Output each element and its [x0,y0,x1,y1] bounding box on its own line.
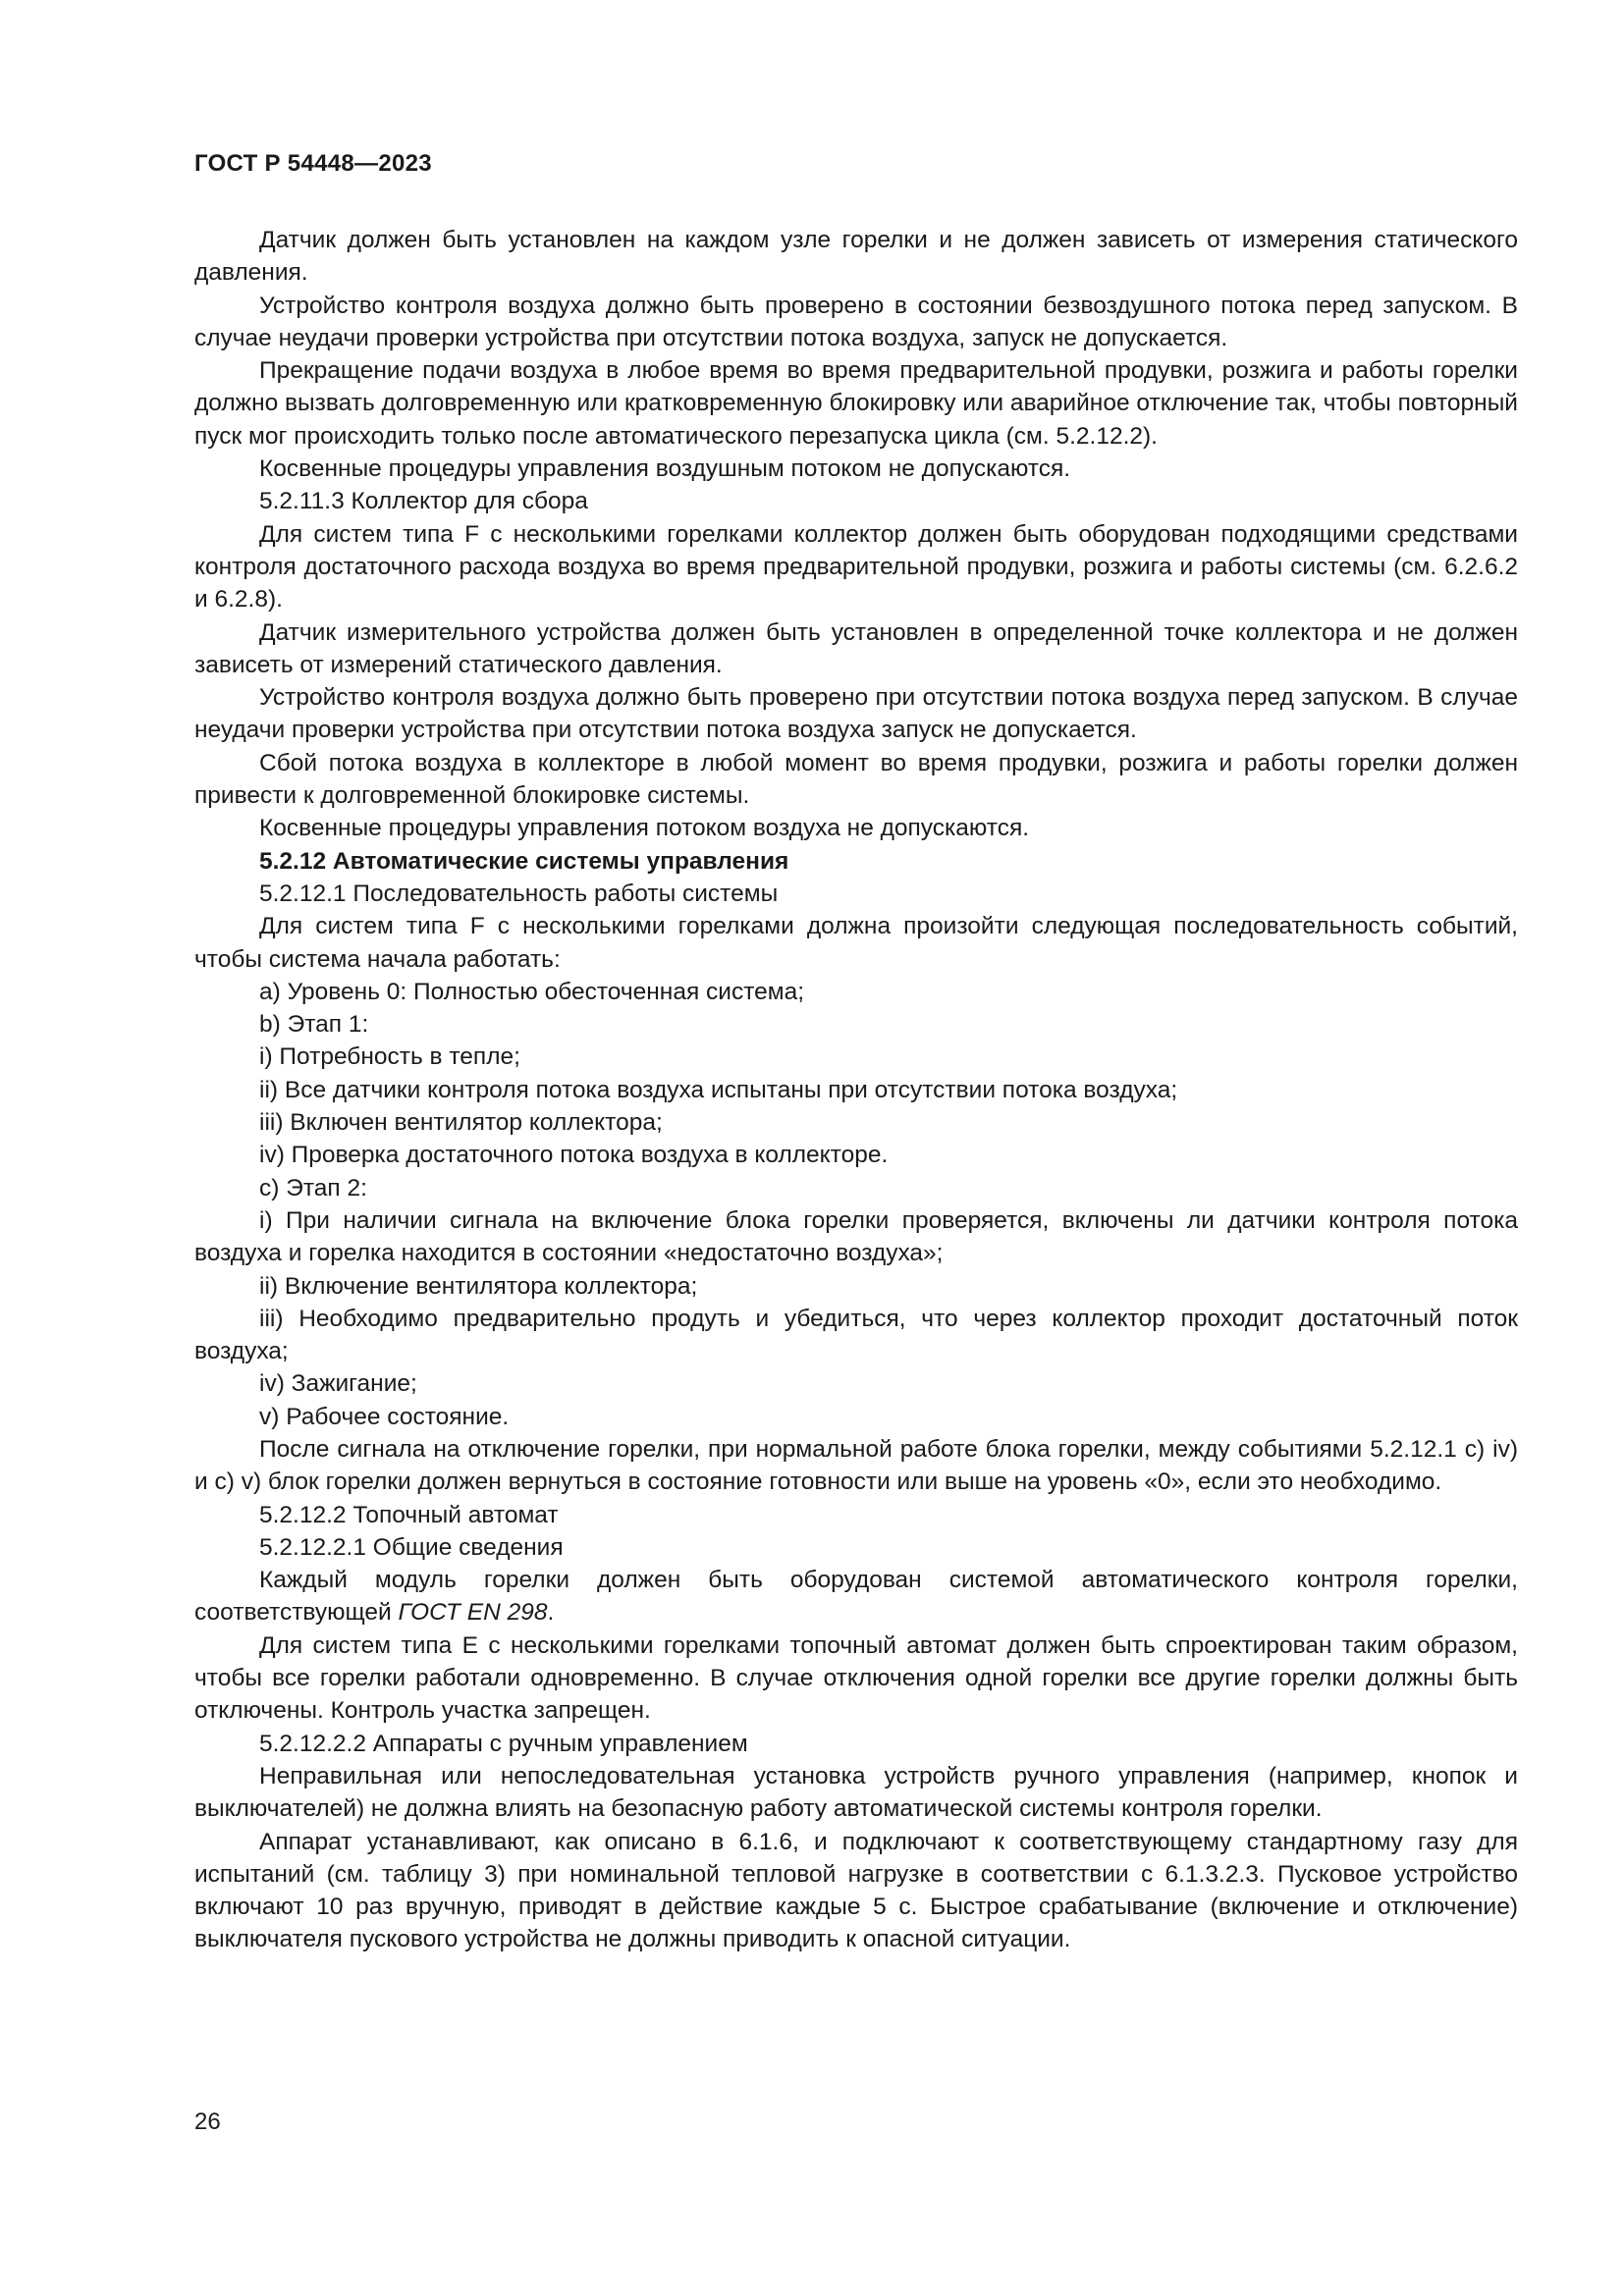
document-body [194,224,1518,1956]
list-item: ii) Включение вентилятора коллектора; [259,1272,698,1300]
list-item: a) Уровень 0: Полностью обесточенная система; [259,978,805,1005]
list-item: iv) Проверка достаточного потока воздуха в коллекторе. [259,1142,889,1169]
list-item: i) При наличии сигнала на включение блока горелки проверяется, включены ли датчики контроля потока воздуха и горелка находится в состоянии «недостаточно воздуха»; [194,1206,1518,1267]
paragraph: После сигнала на отключение горелки, при нормальной работе блока горелки, между событиями 5.2.12.1 c) iv) и c) v) блок горелки должен вернуться в состояние готовности или выше на уровень «0», если это необходимо. [194,1435,1518,1496]
document-header: ГОСТ Р 54448—2023 [194,150,432,177]
list-item: iv) Зажигание; [259,1370,417,1398]
section-heading: 5.2.12.2.2 Аппараты с ручным управлением [259,1730,748,1757]
list-item: ii) Все датчики контроля потока воздуха испытаны при отсутствии потока воздуха; [259,1076,1178,1103]
paragraph: Для систем типа F с несколькими горелками коллектор должен быть оборудован подходящими средствами контроля достаточного расхода воздуха во время предварительной продувки, розжига и работы системы (см. 6.2.6.2 и 6.2.8). [194,520,1518,614]
paragraph-text: . [547,1599,555,1627]
paragraph: Прекращение подачи воздуха в любое время во время предварительной продувки, розжига и работы горелки должно вызвать долговременную или кратковременную блокировку или аварийное отключение так, чтобы повторный пуск мог происходить только после автоматического перезапуска цикла (см. 5.2.12.2). [194,357,1518,450]
paragraph: Устройство контроля воздуха должно быть проверено при отсутствии потока воздуха перед запуском. В случае неудачи проверки устройства при отсутствии потока воздуха запуск не допускается. [194,684,1518,744]
paragraph: Датчик должен быть установлен на каждом узле горелки и не должен зависеть от измерения статического давления. [194,227,1518,287]
paragraph: Косвенные процедуры управления воздушным потоком не допускаются. [259,455,1071,483]
section-heading: 5.2.12.2.1 Общие сведения [259,1533,564,1561]
paragraph: Для систем типа E с несколькими горелками топочный автомат должен быть спроектирован таким образом, чтобы все горелки работали одновременно. В случае отключения одной горелки все другие горелки должны быть отключены. Контроль участка запрещен. [194,1631,1518,1725]
section-heading-bold: 5.2.12 Автоматические системы управления [259,847,789,875]
section-heading: 5.2.12.1 Последовательность работы системы [259,880,779,907]
paragraph: Косвенные процедуры управления потоком воздуха не допускаются. [259,815,1030,842]
section-heading: 5.2.12.2 Топочный автомат [259,1501,559,1528]
paragraph: Сбой потока воздуха в коллекторе в любой момент во время продувки, розжига и работы горелки должен привести к долговременной блокировке системы. [194,749,1518,810]
paragraph: Датчик измерительного устройства должен быть установлен в определенной точке коллектора и не должен зависеть от измерений статического давления. [194,618,1518,678]
paragraph: Для систем типа F с несколькими горелками должна произойти следующая последовательность событий, чтобы система начала работать: [194,913,1518,973]
standard-reference: ГОСТ EN 298 [398,1599,548,1627]
list-item: iii) Включен вентилятор коллектора; [259,1109,663,1137]
paragraph: Устройство контроля воздуха должно быть проверено в состоянии безвоздушного потока перед запуском. В случае неудачи проверки устройства при отсутствии потока воздуха, запуск не допускается. [194,292,1518,351]
list-item: i) Потребность в тепле; [259,1043,520,1071]
list-item: v) Рабочее состояние. [259,1403,510,1430]
paragraph-text: Каждый модуль горелки должен быть оборудован системой автоматического контроля горелки, соответствующей [194,1567,1518,1627]
section-heading: 5.2.11.3 Коллектор для сбора [259,488,588,515]
list-item: b) Этап 1: [259,1011,369,1039]
page-number: 26 [194,2109,221,2135]
paragraph [194,1564,1518,1629]
list-item: iii) Необходимо предварительно продуть и убедиться, что через коллектор проходит достаточный поток воздуха; [194,1305,1518,1365]
paragraph: Неправильная или непоследовательная установка устройств ручного управления (например, кнопок и выключателей) не должна влиять на безопасную работу автоматической системы контроля горелки. [194,1762,1518,1823]
list-item: c) Этап 2: [259,1174,367,1201]
paragraph: Аппарат устанавливают, как описано в 6.1.6, и подключают к соответствующему стандартному газу для испытаний (см. таблицу 3) при номинальной тепловой нагрузке в соответствии с 6.1.3.2.3. Пусковое устройство включают 10 раз вручную, приводят в действие каждые 5 с. Быстрое срабатывание (включение и отключение) выключателя пускового устройства не должны приводить к опасной ситуации. [194,1828,1518,1953]
